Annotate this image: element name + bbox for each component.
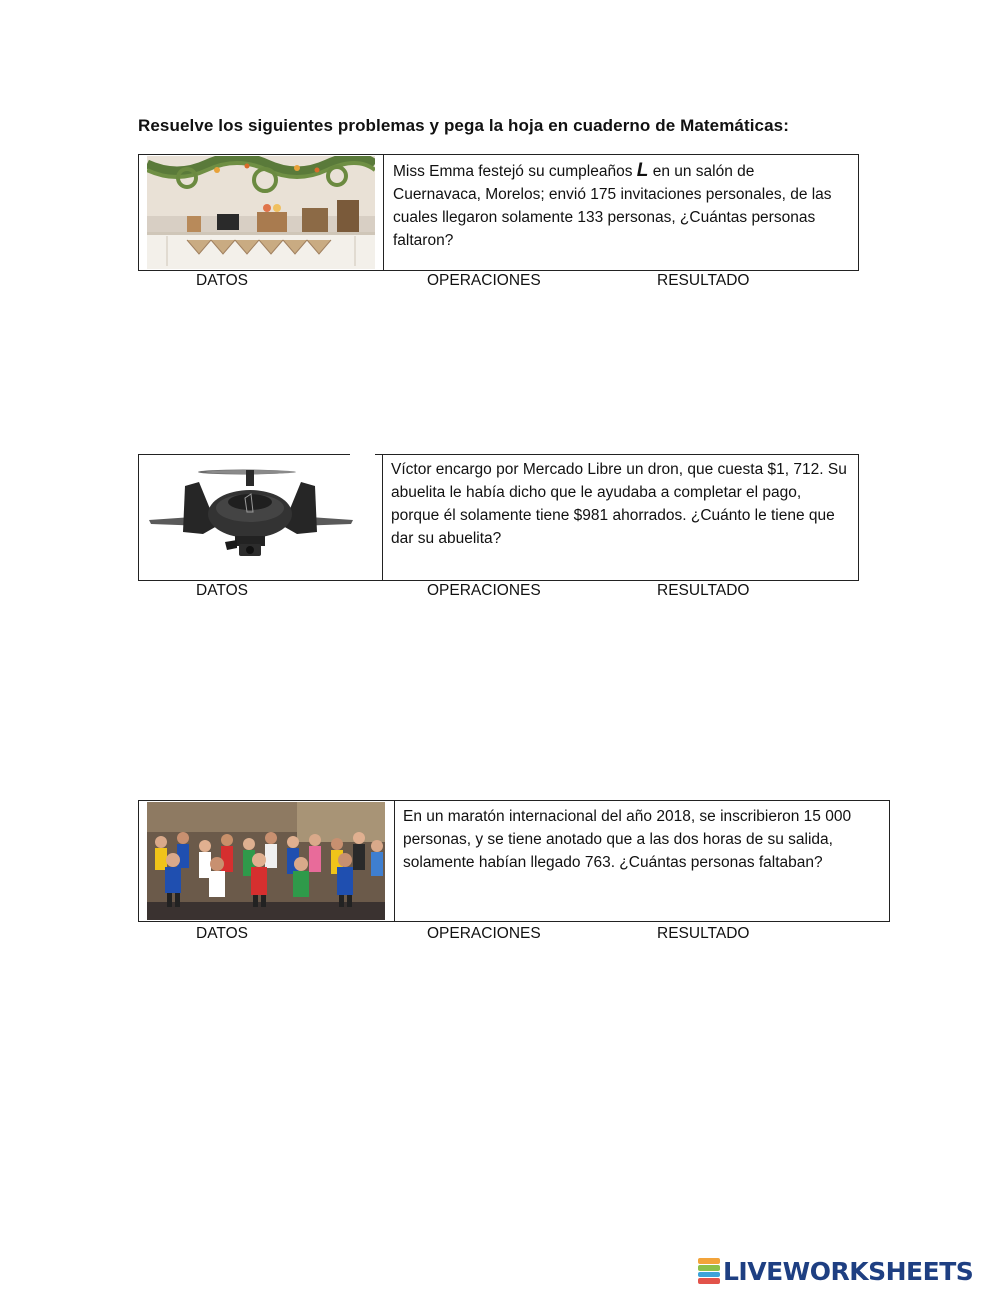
datos-label: DATOS bbox=[196, 272, 248, 289]
problem-3-text: En un maratón internacional del año 2018, se inscribieron 15 000 personas, y se tiene anotado que a las dos horas de su salida, solamente habían llegado 763. ¿Cuántas personas faltaban? bbox=[403, 808, 852, 871]
problem-2-text: Víctor encargo por Mercado Libre un dron, que cuesta $1, 712. Su abuelita le había dicho que le ayudaba a completar el pago, porque él solamente tiene $981 ahorrados. ¿Cuánto le tiene que dar su abuelita? bbox=[391, 461, 847, 547]
problem-1-glyph: L bbox=[636, 160, 649, 181]
problem-1-box bbox=[138, 154, 859, 271]
party-decoration-image bbox=[147, 156, 375, 269]
problem-3-box bbox=[138, 800, 890, 922]
worksheet-title: Resuelve los siguientes problemas y pega la hoja en cuaderno de Matemáticas: bbox=[138, 116, 789, 135]
marathon-runners-image bbox=[147, 802, 385, 920]
operaciones-label: OPERACIONES bbox=[427, 925, 541, 942]
resultado-label: RESULTADO bbox=[657, 925, 750, 942]
datos-label: DATOS bbox=[196, 925, 248, 942]
problem-1-text: Miss Emma festejó su cumpleaños L en un salón de Cuernavaca, Morelos; envió 175 invitaciones personales, de las cuales llegaron solamente 133 personas, ¿Cuántas personas faltaron? bbox=[393, 160, 832, 249]
problem-2-box bbox=[138, 454, 859, 581]
drone-image bbox=[147, 458, 357, 576]
liveworksheets-logo-icon bbox=[698, 1258, 720, 1284]
resultado-label: RESULTADO bbox=[657, 272, 750, 289]
liveworksheets-logo-text: LIVEWORKSHEETS bbox=[723, 1256, 974, 1286]
liveworksheets-logo bbox=[698, 1256, 973, 1286]
operaciones-label: OPERACIONES bbox=[427, 582, 541, 599]
operaciones-label: OPERACIONES bbox=[427, 272, 541, 289]
resultado-label: RESULTADO bbox=[657, 582, 750, 599]
datos-label: DATOS bbox=[196, 582, 248, 599]
